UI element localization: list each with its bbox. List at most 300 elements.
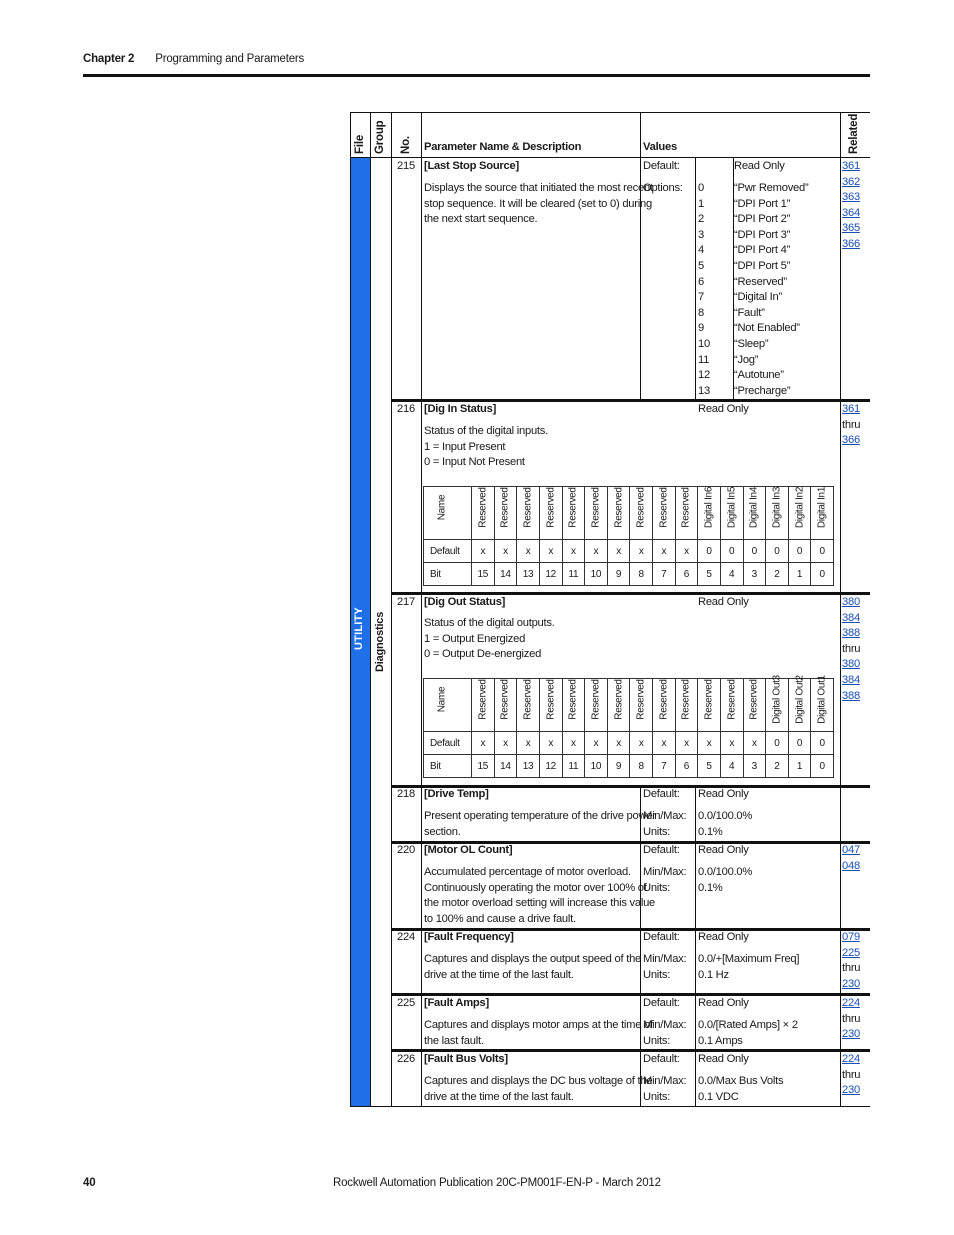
bit-name-cell <box>562 679 585 732</box>
bit-default-cell: x <box>517 540 540 563</box>
header-rule <box>83 74 870 77</box>
bit-name-label: Reserved <box>635 679 647 720</box>
p226-name: [Fault Bus Volts] <box>424 1053 508 1065</box>
p216-read-only: Read Only <box>698 403 749 415</box>
bit-number-cell: 9 <box>607 563 630 586</box>
bit-name-cell <box>562 487 585 540</box>
publication-info: Rockwell Automation Publication 20C-PM001F-EN-P - March 2012 <box>333 1177 661 1189</box>
p224-default-label: Default: <box>643 931 680 943</box>
bit-name-label: Reserved <box>613 679 625 720</box>
bit-name-cell <box>698 679 721 732</box>
bit-name-cell <box>607 487 630 540</box>
p217-bitrow <box>424 755 834 778</box>
p225-desc-line: Captures and displays motor amps at the time of <box>424 1019 653 1031</box>
p220-minmax-label: Min/Max: <box>643 866 687 878</box>
p218-number: 218 <box>397 788 415 800</box>
p226-minmax-label: Min/Max: <box>643 1075 687 1087</box>
bit-name-cell <box>788 675 811 732</box>
related-link[interactable]: 388 <box>842 689 860 702</box>
p217-read-only: Read Only <box>698 596 749 608</box>
bit-number-cell: 15 <box>472 563 495 586</box>
bit-name-label: Digital Out1 <box>816 675 828 724</box>
bit-default-cell: x <box>472 540 495 563</box>
bit-default-cell: x <box>607 540 630 563</box>
p216-desc-line: Status of the digital inputs. <box>424 425 548 437</box>
bit-name-cell <box>424 679 472 732</box>
p220-desc-line: Accumulated percentage of motor overload. <box>424 866 631 878</box>
bit-number-cell: 14 <box>494 755 517 778</box>
bit-name-cell <box>743 487 766 540</box>
bit-default-cell: Default <box>424 540 472 563</box>
bit-name-label: Digital In3 <box>771 486 783 529</box>
p215-option-value: 8 <box>698 306 704 319</box>
p225-related <box>842 996 860 1043</box>
p215-option-value: 7 <box>698 291 704 304</box>
p220-minmax-value: 0.0/100.0% <box>698 866 753 878</box>
bit-name-cell <box>517 679 540 732</box>
p215-option-text: “Autotune” <box>734 369 784 382</box>
bit-name-cell <box>720 487 743 540</box>
bit-name-label: Reserved <box>522 487 534 528</box>
p225-name: [Fault Amps] <box>424 997 489 1009</box>
bit-name-cell <box>653 679 676 732</box>
p224-name: [Fault Frequency] <box>424 931 514 943</box>
p226-units-value: 0.1 VDC <box>698 1090 739 1103</box>
bit-name-label: Digital In5 <box>726 486 738 529</box>
related-link[interactable]: 361 <box>842 160 860 172</box>
bit-default-cell: x <box>675 540 698 563</box>
related-link[interactable]: 365 <box>842 222 860 235</box>
bit-name-cell <box>607 679 630 732</box>
p215-default-value: Read Only <box>734 160 785 172</box>
bit-default-cell: x <box>585 540 608 563</box>
file-label: UTILITY <box>353 607 365 650</box>
p215-option-text: “DPI Port 2” <box>734 213 791 226</box>
col-header-related: Related <box>848 113 860 154</box>
bit-default-cell: Default <box>424 732 472 755</box>
p217-number: 217 <box>397 596 415 608</box>
bit-name-label: Reserved <box>545 487 557 528</box>
p215-desc-line: Displays the source that initiated the most recent <box>424 182 653 194</box>
related-link[interactable]: 079 <box>842 931 860 943</box>
bit-default-cell: x <box>562 732 585 755</box>
bit-name-label: Digital In6 <box>703 486 715 529</box>
p215-option-value: 5 <box>698 260 704 272</box>
related-link[interactable]: 224 <box>842 1053 860 1065</box>
bit-number-cell: 1 <box>788 755 811 778</box>
p216-desc-line: 0 = Input Not Present <box>424 456 525 469</box>
bit-number-cell: 6 <box>675 755 698 778</box>
p226-desc-line: drive at the time of the last fault. <box>424 1090 574 1103</box>
p224-values-line2 <box>695 931 696 994</box>
bit-number-cell: 15 <box>472 755 495 778</box>
parameter-table <box>350 112 870 1107</box>
p215-option-text: “Reserved” <box>734 275 787 288</box>
p226-desc-line: Captures and displays the DC bus voltage of the <box>424 1075 653 1087</box>
bit-name-cell <box>585 487 608 540</box>
bit-name-cell <box>494 487 517 540</box>
bit-number-cell: 4 <box>720 755 743 778</box>
related-link[interactable]: 364 <box>842 206 860 219</box>
bit-default-cell: x <box>585 732 608 755</box>
bit-name-label: Reserved <box>748 679 760 720</box>
p215-option-text: “Digital In” <box>734 291 782 304</box>
bit-default-cell: x <box>720 732 743 755</box>
p218-default-label: Default: <box>643 788 680 800</box>
p225-units-label: Units: <box>643 1034 671 1047</box>
p216-bit-table <box>423 486 834 586</box>
related-link[interactable]: 384 <box>842 673 860 686</box>
related-link[interactable]: 048 <box>842 859 860 872</box>
bit-number-cell: 1 <box>788 563 811 586</box>
p226-units-label: Units: <box>643 1090 671 1103</box>
p215-option-text: “Sleep” <box>734 338 769 350</box>
p218-units-label: Units: <box>643 825 671 838</box>
bit-default-cell: x <box>472 732 495 755</box>
p218-name: [Drive Temp] <box>424 788 489 800</box>
p215-option-text: “DPI Port 5” <box>734 260 791 272</box>
p216-name: [Dig In Status] <box>424 403 497 415</box>
bit-name-label: Reserved <box>522 679 534 720</box>
p225-minmax-label: Min/Max: <box>643 1019 687 1031</box>
bit-default-cell: x <box>494 540 517 563</box>
bit-number-cell: 7 <box>653 563 676 586</box>
p224-units-label: Units: <box>643 968 671 981</box>
related-thru: thru <box>842 642 861 655</box>
bit-name-label: Reserved <box>635 487 647 528</box>
bit-default-cell: x <box>517 732 540 755</box>
p220-desc-line: the motor overload setting will increase this value <box>424 897 656 910</box>
bit-name-label: Reserved <box>567 679 579 720</box>
bit-number-cell: 13 <box>517 755 540 778</box>
p220-desc-line: to 100% and cause a drive fault. <box>424 912 576 925</box>
related-link[interactable]: 366 <box>842 237 860 250</box>
bit-number-cell: 12 <box>539 563 562 586</box>
p215-option-text: “DPI Port 3” <box>734 228 791 241</box>
group-label: Diagnostics <box>374 611 386 672</box>
p215-option-value: 6 <box>698 275 704 288</box>
p225-default-value: Read Only <box>698 997 749 1009</box>
p215-option-value: 11 <box>698 353 710 366</box>
p224-units-value: 0.1 Hz <box>698 968 729 981</box>
bit-name-cell <box>698 487 721 540</box>
p215-option-text: “Not Enabled” <box>734 322 800 335</box>
bit-default-cell: 0 <box>720 540 743 563</box>
p215-values-line2 <box>695 158 696 400</box>
bit-default-cell: 0 <box>811 540 834 563</box>
related-link[interactable]: 380 <box>842 658 860 671</box>
bit-name-label: Reserved <box>658 679 670 720</box>
bit-name-label: Reserved <box>726 679 738 720</box>
bit-number-cell: 7 <box>653 755 676 778</box>
col-line-3 <box>421 112 422 1107</box>
bit-default-cell: x <box>562 540 585 563</box>
bit-number-cell: 6 <box>675 563 698 586</box>
col-line-values-hdr <box>640 112 641 158</box>
p217-namerow <box>424 679 834 732</box>
bit-number-cell: 11 <box>562 563 585 586</box>
bit-name-cell <box>743 679 766 732</box>
bit-name-cell <box>494 679 517 732</box>
bit-name-cell <box>811 487 834 540</box>
bit-name-label: Name <box>436 686 447 713</box>
bit-name-label: Digital In4 <box>748 486 760 529</box>
p217-bit-table <box>423 675 834 778</box>
related-thru: thru <box>842 1012 861 1025</box>
bit-name-label: Name <box>436 494 447 521</box>
p226-default-value: Read Only <box>698 1053 749 1065</box>
p218-minmax-label: Min/Max: <box>643 810 687 822</box>
p215-option-value: 12 <box>698 369 710 382</box>
bit-name-label: Reserved <box>680 487 692 528</box>
related-link[interactable]: 230 <box>842 1084 860 1097</box>
bit-name-label: Reserved <box>499 487 511 528</box>
p215-option-value: 0 <box>698 182 704 194</box>
p220-values-line2 <box>695 844 696 929</box>
table-bottom-rule <box>350 1106 870 1107</box>
p226-related <box>842 1052 860 1099</box>
bit-name-cell <box>517 487 540 540</box>
related-link[interactable]: 230 <box>842 1028 860 1041</box>
bit-number-cell: 5 <box>698 563 721 586</box>
bit-number-cell: 10 <box>585 563 608 586</box>
bit-default-cell: 0 <box>743 540 766 563</box>
bit-number-cell: 8 <box>630 755 653 778</box>
p215-option-value: 2 <box>698 213 704 226</box>
related-link[interactable]: 380 <box>842 596 860 608</box>
p220-units-value: 0.1% <box>698 881 723 894</box>
bit-name-cell <box>424 487 472 540</box>
p217-desc-line: 1 = Output Energized <box>424 632 526 645</box>
p217-desc-line: 0 = Output De-energized <box>424 648 542 661</box>
bit-name-label: Reserved <box>590 679 602 720</box>
p224-minmax-label: Min/Max: <box>643 953 687 965</box>
p216-defrow <box>424 540 834 563</box>
bit-default-cell: x <box>743 732 766 755</box>
bit-name-cell <box>788 487 811 540</box>
bit-default-cell: 0 <box>811 732 834 755</box>
page-header <box>83 53 304 65</box>
p225-number: 225 <box>397 997 415 1009</box>
bit-number-cell: 8 <box>630 563 653 586</box>
p226-number: 226 <box>397 1053 415 1065</box>
p220-units-label: Units: <box>643 881 671 894</box>
p217-related <box>842 595 860 704</box>
bit-default-cell: x <box>630 732 653 755</box>
p224-desc-line: Captures and displays the output speed of the <box>424 953 642 965</box>
bit-name-cell <box>766 487 789 540</box>
p225-minmax-value: 0.0/[Rated Amps] × 2 <box>698 1019 798 1031</box>
p224-desc-line: drive at the time of the last fault. <box>424 968 574 981</box>
p224-minmax-value: 0.0/+[Maximum Freq] <box>698 953 800 965</box>
related-link[interactable]: 362 <box>842 175 860 188</box>
bit-name-label: Digital Out3 <box>771 675 783 724</box>
p225-units-value: 0.1 Amps <box>698 1034 743 1047</box>
bit-default-cell: 0 <box>788 540 811 563</box>
bit-default-cell: x <box>539 540 562 563</box>
bit-name-label: Reserved <box>499 679 511 720</box>
related-link[interactable]: 225 <box>842 946 860 959</box>
p215-desc-line: stop sequence. It will be cleared (set to 0) during <box>424 197 652 210</box>
table-top-rule <box>350 112 870 113</box>
bit-default-cell: x <box>653 732 676 755</box>
bit-name-label: Reserved <box>477 679 489 720</box>
p218-values-line2 <box>695 788 696 841</box>
bit-number-cell: 0 <box>811 563 834 586</box>
bit-name-cell <box>585 679 608 732</box>
bit-name-label: Reserved <box>613 487 625 528</box>
p216-bitrow <box>424 563 834 586</box>
bit-name-cell <box>653 487 676 540</box>
p225-desc-line: the last fault. <box>424 1034 484 1047</box>
p215-option-text: “Fault” <box>734 306 765 319</box>
bit-number-cell: 14 <box>494 563 517 586</box>
col-header-values: Values <box>643 141 677 153</box>
related-thru: thru <box>842 962 861 975</box>
bit-default-cell: 0 <box>766 540 789 563</box>
p215-name: [Last Stop Source] <box>424 160 519 172</box>
bit-default-cell: 0 <box>698 540 721 563</box>
bit-name-label: Reserved <box>658 487 670 528</box>
bit-name-label: Reserved <box>545 679 557 720</box>
p215-related <box>842 159 860 253</box>
p217-defrow <box>424 732 834 755</box>
related-link[interactable]: 047 <box>842 844 860 856</box>
p225-values-line2 <box>695 996 696 1049</box>
bit-default-cell: x <box>494 732 517 755</box>
p215-option-text: “DPI Port 1” <box>734 197 791 210</box>
page-number: 40 <box>83 1177 96 1189</box>
bit-number-cell: 2 <box>766 755 789 778</box>
bit-name-label: Reserved <box>680 679 692 720</box>
related-link[interactable]: 361 <box>842 403 860 415</box>
bit-number-cell: 4 <box>720 563 743 586</box>
col-header-name-desc: Parameter Name & Description <box>424 141 582 153</box>
bit-name-cell <box>630 679 653 732</box>
p218-default-value: Read Only <box>698 788 749 800</box>
bit-default-cell: x <box>630 540 653 563</box>
bit-default-cell: 0 <box>766 732 789 755</box>
bit-name-label: Reserved <box>477 487 489 528</box>
p216-desc-line: 1 = Input Present <box>424 440 506 453</box>
bit-default-cell: x <box>539 732 562 755</box>
bit-default-cell: x <box>653 540 676 563</box>
p215-option-value: 3 <box>698 228 704 241</box>
p218-minmax-value: 0.0/100.0% <box>698 810 753 822</box>
bit-number-cell: 10 <box>585 755 608 778</box>
related-link[interactable]: 230 <box>842 977 860 990</box>
bit-name-label: Digital In2 <box>794 486 806 529</box>
bit-name-label: Reserved <box>590 487 602 528</box>
p217-desc-line: Status of the digital outputs. <box>424 617 555 629</box>
bit-name-cell <box>539 679 562 732</box>
p215-desc-line: the next start sequence. <box>424 213 538 226</box>
p215-number: 215 <box>397 160 415 172</box>
col-header-no: No. <box>400 136 412 154</box>
p218-desc-line: section. <box>424 825 461 838</box>
related-link[interactable]: 363 <box>842 191 860 204</box>
bit-name-cell <box>472 679 495 732</box>
bit-number-cell: Bit <box>424 563 472 586</box>
p217-name: [Dig Out Status] <box>424 596 506 608</box>
related-link[interactable]: 224 <box>842 997 860 1009</box>
p215-option-value: 10 <box>698 338 710 350</box>
p215-default-label: Default: <box>643 160 680 172</box>
p215-option-text: “Jog” <box>734 353 759 366</box>
bit-number-cell: 11 <box>562 755 585 778</box>
p220-default-label: Default: <box>643 844 680 856</box>
p218-desc-line: Present operating temperature of the drive power <box>424 810 656 822</box>
col-line-2 <box>391 112 392 1107</box>
bit-number-cell: 9 <box>607 755 630 778</box>
col-header-group: Group <box>374 120 386 154</box>
related-link[interactable]: 366 <box>842 434 860 447</box>
bit-number-cell: 12 <box>539 755 562 778</box>
p220-number: 220 <box>397 844 415 856</box>
related-link[interactable]: 384 <box>842 611 860 624</box>
bit-name-cell <box>675 487 698 540</box>
related-thru: thru <box>842 418 861 431</box>
table-header-rule <box>350 157 870 158</box>
bit-default-cell: x <box>698 732 721 755</box>
bit-name-cell <box>720 679 743 732</box>
p220-default-value: Read Only <box>698 844 749 856</box>
p215-option-value: 9 <box>698 322 704 335</box>
bit-name-cell <box>630 487 653 540</box>
bit-default-cell: x <box>675 732 698 755</box>
p226-values-line2 <box>695 1052 696 1106</box>
bit-name-cell <box>811 675 834 732</box>
p225-default-label: Default: <box>643 997 680 1009</box>
chapter-title: Programming and Parameters <box>155 53 305 65</box>
related-link[interactable]: 388 <box>842 627 860 640</box>
p226-default-label: Default: <box>643 1053 680 1065</box>
bit-number-cell: 13 <box>517 563 540 586</box>
bit-number-cell: Bit <box>424 755 472 778</box>
p226-minmax-value: 0.0/Max Bus Volts <box>698 1075 784 1087</box>
p224-number: 224 <box>397 931 415 943</box>
p215-option-text: “Pwr Removed” <box>734 182 809 194</box>
bit-number-cell: 5 <box>698 755 721 778</box>
bit-name-label: Reserved <box>703 679 715 720</box>
p224-related <box>842 930 860 992</box>
bit-name-cell <box>766 675 789 732</box>
bit-name-label: Digital In1 <box>816 486 828 529</box>
p220-desc-line: Continuously operating the motor over 100% of <box>424 881 647 894</box>
bit-default-cell: x <box>607 732 630 755</box>
bit-name-label: Reserved <box>567 487 579 528</box>
p215-option-text: “Precharge” <box>734 384 791 397</box>
col-line-1 <box>370 112 371 1107</box>
p220-related <box>842 843 860 874</box>
p216-namerow <box>424 487 834 540</box>
bit-number-cell: 2 <box>766 563 789 586</box>
p216-related <box>842 402 860 449</box>
bit-number-cell: 3 <box>743 755 766 778</box>
bit-name-label: Digital Out2 <box>794 675 806 724</box>
related-thru: thru <box>842 1068 861 1081</box>
p220-name: [Motor OL Count] <box>424 844 513 856</box>
bit-name-cell <box>675 679 698 732</box>
col-line-related <box>840 112 841 1107</box>
bit-number-cell: 0 <box>811 755 834 778</box>
p218-units-value: 0.1% <box>698 825 723 838</box>
p215-option-value: 1 <box>698 197 704 210</box>
p215-option-value: 13 <box>698 384 710 397</box>
col-header-file: File <box>354 134 366 154</box>
bit-default-cell: 0 <box>788 732 811 755</box>
bit-name-cell <box>539 487 562 540</box>
